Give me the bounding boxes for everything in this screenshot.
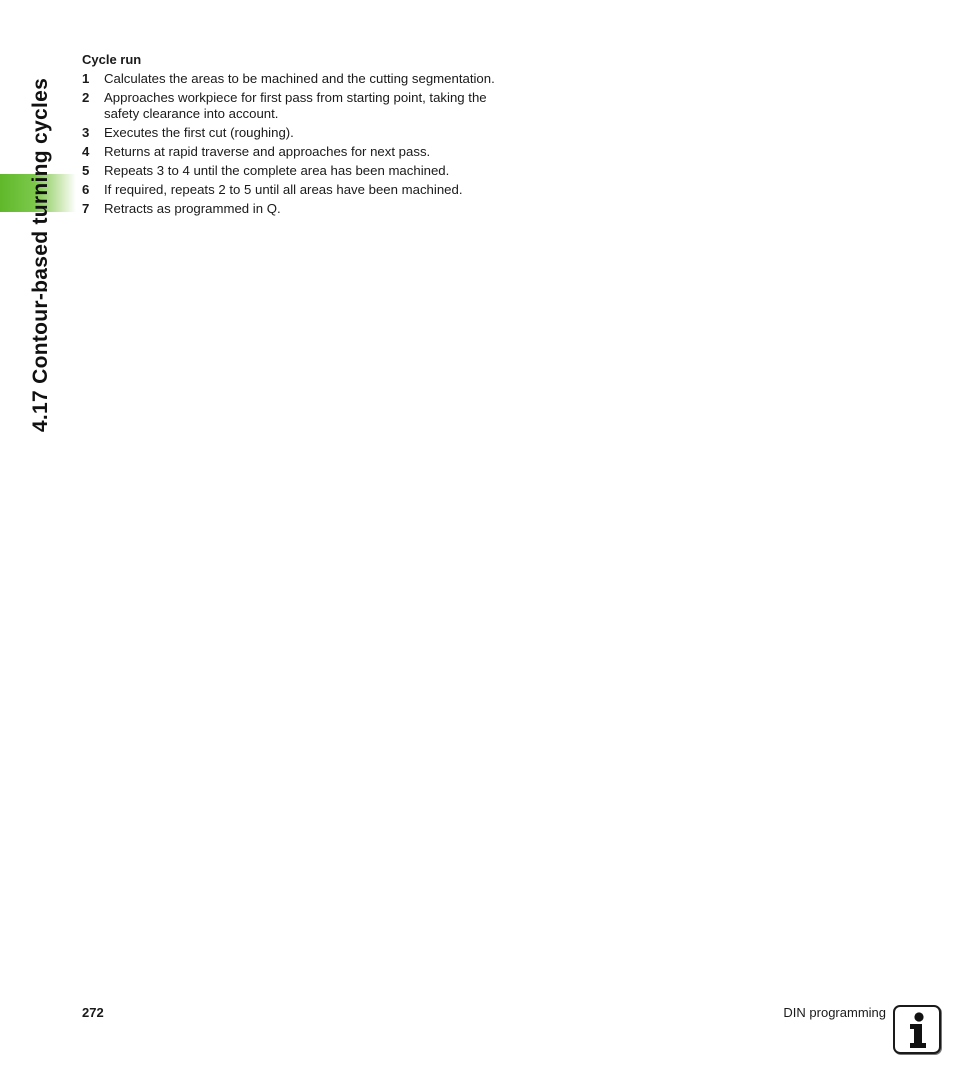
list-item bbox=[82, 71, 522, 87]
main-content bbox=[82, 52, 522, 220]
steps-list bbox=[82, 71, 522, 217]
step-number: 7 bbox=[82, 201, 90, 216]
step-text: Retracts as programmed in Q. bbox=[104, 201, 281, 216]
step-number: 4 bbox=[82, 144, 90, 159]
chapter-sidebar bbox=[8, 40, 74, 470]
list-item bbox=[82, 144, 522, 160]
info-glyph bbox=[895, 1007, 939, 1052]
step-number: 1 bbox=[82, 71, 90, 86]
info-icon bbox=[893, 1005, 941, 1054]
page-number: 272 bbox=[82, 1005, 104, 1020]
list-item bbox=[82, 182, 522, 198]
footer-label: DIN programming bbox=[783, 1005, 886, 1020]
step-number: 3 bbox=[82, 125, 90, 140]
list-item bbox=[82, 125, 522, 141]
step-text: Executes the first cut (roughing). bbox=[104, 125, 294, 140]
step-number: 5 bbox=[82, 163, 90, 178]
list-item bbox=[82, 201, 522, 217]
list-item bbox=[82, 90, 522, 122]
section-heading: Cycle run bbox=[82, 52, 142, 67]
step-text: Repeats 3 to 4 until the complete area has been machined. bbox=[104, 163, 450, 178]
step-text: Returns at rapid traverse and approaches for next pass. bbox=[104, 144, 431, 159]
step-text: Approaches workpiece for first pass from starting point, taking the safety clearance into account. bbox=[104, 90, 487, 121]
chapter-title: 4.17 Contour-based turning cycles bbox=[29, 77, 52, 433]
step-number: 6 bbox=[82, 182, 90, 197]
list-item bbox=[82, 163, 522, 179]
step-number: 2 bbox=[82, 90, 90, 105]
step-text: Calculates the areas to be machined and the cutting segmentation. bbox=[104, 71, 495, 86]
step-text: If required, repeats 2 to 5 until all areas have been machined. bbox=[104, 182, 463, 197]
